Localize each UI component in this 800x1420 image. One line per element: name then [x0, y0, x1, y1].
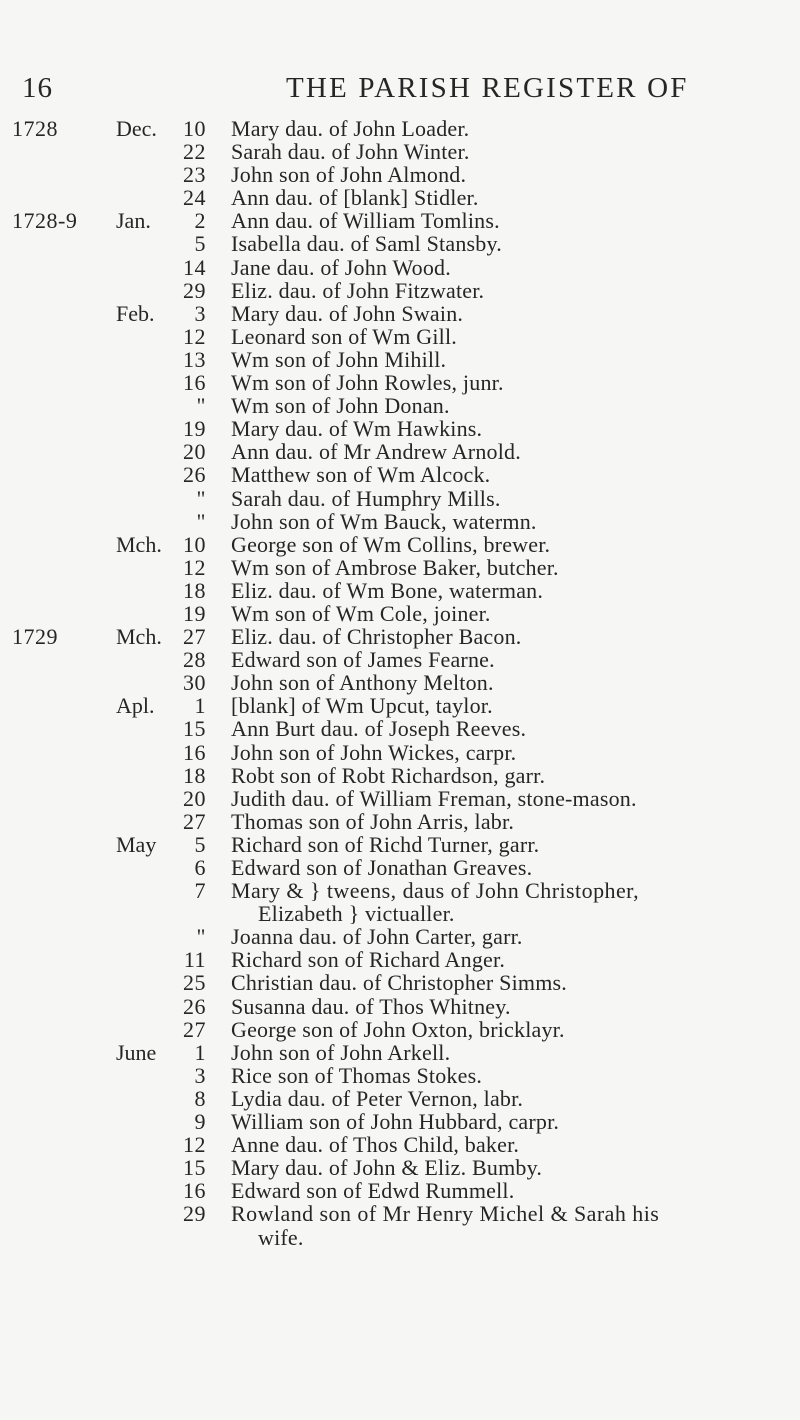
entry-text: Mary dau. of John Loader. — [231, 116, 470, 141]
entry-text: [blank] of Wm Upcut, taylor. — [231, 693, 493, 719]
entry-day: 24 — [183, 185, 206, 211]
register-entry — [0, 1018, 800, 1041]
entry-text: Susanna dau. of Thos Whitney. — [231, 993, 511, 1019]
register-entry — [0, 833, 800, 856]
register-entry — [0, 694, 800, 717]
entry-text: William son of John Hubbard, carpr. — [231, 1109, 560, 1135]
entry-day: 3 — [194, 1062, 206, 1088]
entry-text: Wm son of John Donan. — [231, 393, 450, 419]
register-entry — [0, 209, 800, 232]
entry-text: Christian dau. of Christopher Simms. — [231, 970, 567, 996]
entry-text: Lydia dau. of Peter Vernon, labr. — [231, 1085, 524, 1111]
register-entry — [0, 1087, 800, 1110]
entry-day: 2 — [194, 208, 206, 234]
register-entry — [0, 948, 800, 971]
register-entry — [0, 856, 800, 879]
entry-text: Ann Burt dau. of Joseph Reeves. — [231, 716, 527, 742]
entry-day: 15 — [183, 716, 206, 742]
register-entry — [0, 533, 800, 556]
entry-day: " — [196, 393, 206, 419]
entry-day: 11 — [183, 947, 206, 973]
entry-text: Thomas son of John Arris, labr. — [231, 808, 515, 834]
entry-day: 7 — [194, 878, 206, 904]
page-header — [0, 72, 800, 112]
entry-day: 16 — [183, 370, 206, 396]
entry-year: 1728 — [12, 116, 58, 141]
entry-text: Eliz. dau. of Christopher Bacon. — [231, 624, 522, 650]
entry-day: 28 — [183, 647, 206, 673]
register-entry — [0, 602, 800, 625]
register-entry — [0, 787, 800, 810]
entry-day: 15 — [183, 1155, 206, 1181]
register-entry — [0, 510, 800, 533]
entry-day: 18 — [183, 577, 206, 603]
entry-month: Dec. — [116, 116, 157, 141]
entry-text: John son of John Wickes, carpr. — [231, 739, 517, 765]
register-entry — [0, 648, 800, 671]
register-entry — [0, 1179, 800, 1202]
entry-text: Mary & } tweens, daus of John Christopher, — [231, 878, 640, 904]
register-entry — [0, 925, 800, 948]
entry-day: 5 — [194, 831, 206, 857]
entry-day: 16 — [183, 1178, 206, 1204]
entry-text: Edward son of Edwd Rummell. — [231, 1178, 515, 1204]
register-entry — [0, 325, 800, 348]
entry-text: Leonard son of Wm Gill. — [231, 323, 457, 349]
register-entry — [0, 1041, 800, 1064]
entry-day: 14 — [183, 254, 206, 280]
register-entry — [0, 417, 800, 440]
entry-day: " — [196, 924, 206, 950]
entry-day: 5 — [194, 231, 206, 257]
entry-day: 27 — [183, 624, 206, 650]
register-entry — [0, 1226, 800, 1249]
entry-text: Rowland son of Mr Henry Michel & Sarah his — [231, 1201, 660, 1227]
register-entry — [0, 810, 800, 833]
entry-month: Apl. — [116, 693, 155, 719]
register-entry — [0, 440, 800, 463]
entry-text: Isabella dau. of Saml Stansby. — [231, 231, 502, 257]
register-entry — [0, 140, 800, 163]
register-entry — [0, 902, 800, 925]
register-entry — [0, 117, 800, 140]
entry-text: John son of John Almond. — [231, 162, 467, 188]
entry-day: 20 — [183, 785, 206, 811]
register-entry — [0, 1133, 800, 1156]
register-entry — [0, 232, 800, 255]
entry-text: Judith dau. of William Freman, stone-mason. — [231, 785, 637, 811]
entry-month: Mch. — [116, 531, 162, 557]
register-entry — [0, 487, 800, 510]
entry-text: Wm son of John Rowles, junr. — [231, 370, 504, 396]
register-entry — [0, 1202, 800, 1225]
register-entry — [0, 279, 800, 302]
entry-day: 19 — [183, 416, 206, 442]
register-entry — [0, 995, 800, 1018]
entry-day: 29 — [183, 277, 206, 303]
entry-text: Ann dau. of William Tomlins. — [231, 208, 500, 234]
entry-text: Wm son of John Mihill. — [231, 346, 447, 372]
entry-day: 20 — [183, 439, 206, 465]
entry-day: 8 — [194, 1085, 206, 1111]
entry-year: 1729 — [12, 624, 58, 650]
running-title: THE PARISH REGISTER OF — [286, 72, 689, 104]
entry-year: 1728-9 — [12, 208, 78, 234]
entry-day: 18 — [183, 762, 206, 788]
entry-text: Eliz. dau. of John Fitzwater. — [231, 277, 485, 303]
register-entry — [0, 741, 800, 764]
register-entry — [0, 971, 800, 994]
entry-day: 22 — [183, 139, 206, 165]
entry-day: 27 — [183, 1016, 206, 1042]
register-entry — [0, 302, 800, 325]
entry-text: John son of John Arkell. — [231, 1039, 451, 1065]
register-entry — [0, 394, 800, 417]
register-entry — [0, 1110, 800, 1133]
entry-text: Richard son of Richd Turner, garr. — [231, 831, 540, 857]
entry-text: Edward son of Jonathan Greaves. — [231, 855, 533, 880]
entry-day: 25 — [183, 970, 206, 996]
entry-text: Edward son of James Fearne. — [231, 647, 495, 673]
entry-text: Wm son of Wm Cole, joiner. — [231, 600, 491, 626]
entry-text: Richard son of Richard Anger. — [231, 947, 506, 973]
page-number: 16 — [22, 72, 53, 104]
entry-day: 29 — [183, 1201, 206, 1227]
entry-text: John son of Wm Bauck, watermn. — [231, 508, 537, 534]
entry-text: George son of Wm Collins, brewer. — [231, 531, 551, 557]
entry-day: 26 — [183, 993, 206, 1019]
entry-text: Ann dau. of Mr Andrew Arnold. — [231, 439, 521, 465]
entry-text: George son of John Oxton, bricklayr. — [231, 1016, 565, 1042]
entry-text: Wm son of Ambrose Baker, butcher. — [231, 554, 559, 580]
entry-text: Ann dau. of [blank] Stidler. — [231, 185, 479, 211]
entry-text: Mary dau. of John Swain. — [231, 300, 464, 326]
entry-text: Sarah dau. of Humphry Mills. — [231, 485, 501, 511]
entry-text: Anne dau. of Thos Child, baker. — [231, 1132, 520, 1158]
entry-day: 12 — [183, 554, 206, 580]
entry-month: Feb. — [116, 300, 155, 326]
entry-text: wife. — [258, 1224, 304, 1250]
entry-text: Matthew son of Wm Alcock. — [231, 462, 491, 488]
register-entry — [0, 556, 800, 579]
entry-text: Joanna dau. of John Carter, garr. — [231, 924, 523, 950]
register-entry — [0, 1156, 800, 1179]
entry-day: 12 — [183, 1132, 206, 1158]
entry-day: 19 — [183, 600, 206, 626]
entry-day: 3 — [194, 300, 206, 326]
register-entry — [0, 348, 800, 371]
entry-text: Eliz. dau. of Wm Bone, waterman. — [231, 577, 544, 603]
entry-day: 30 — [183, 670, 206, 696]
entry-text: Robt son of Robt Richardson, garr. — [231, 762, 546, 788]
register-entry — [0, 163, 800, 186]
entry-text: John son of Anthony Melton. — [231, 670, 494, 696]
register-entry — [0, 579, 800, 602]
entry-month: June — [116, 1039, 157, 1065]
entry-month: May — [116, 831, 157, 857]
entry-day: 10 — [183, 531, 206, 557]
register-entry — [0, 671, 800, 694]
entry-day: 26 — [183, 462, 206, 488]
entry-month: Mch. — [116, 624, 162, 650]
entry-day: 10 — [183, 116, 206, 141]
register-entry — [0, 764, 800, 787]
register-entry — [0, 879, 800, 902]
entry-day: 6 — [194, 855, 206, 880]
entry-text: Mary dau. of Wm Hawkins. — [231, 416, 483, 442]
entry-text: Rice son of Thomas Stokes. — [231, 1062, 483, 1088]
register-entries — [0, 117, 800, 1249]
register-entry — [0, 717, 800, 740]
entry-day: 23 — [183, 162, 206, 188]
entry-text: Mary dau. of John & Eliz. Bumby. — [231, 1155, 543, 1181]
entry-day: 13 — [183, 346, 206, 372]
entry-text: Sarah dau. of John Winter. — [231, 139, 470, 165]
register-entry — [0, 1064, 800, 1087]
entry-day: " — [196, 508, 206, 534]
entry-text: Jane dau. of John Wood. — [231, 254, 451, 280]
register-entry — [0, 186, 800, 209]
entry-day: 12 — [183, 323, 206, 349]
entry-day: 16 — [183, 739, 206, 765]
entry-day: 9 — [194, 1109, 206, 1135]
register-entry — [0, 463, 800, 486]
entry-day: 1 — [194, 693, 206, 719]
entry-day: " — [196, 485, 206, 511]
register-entry — [0, 625, 800, 648]
register-entry — [0, 371, 800, 394]
entry-month: Jan. — [116, 208, 151, 234]
entry-text: Elizabeth } victualler. — [258, 901, 455, 927]
register-entry — [0, 256, 800, 279]
entry-day: 1 — [194, 1039, 206, 1065]
entry-day: 27 — [183, 808, 206, 834]
